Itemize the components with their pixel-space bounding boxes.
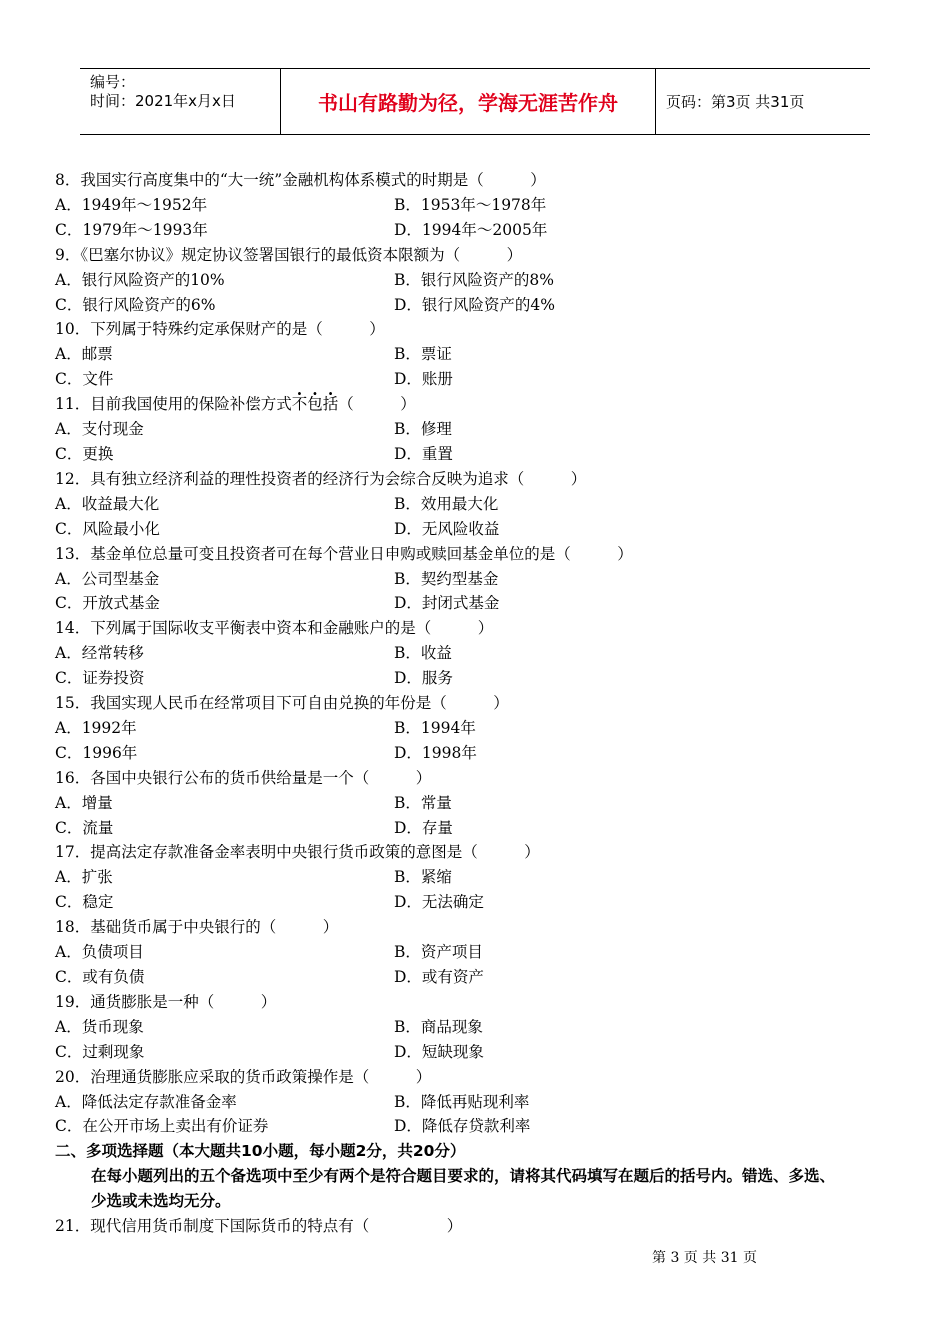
options-row [55, 940, 905, 965]
emphasis-char: 括 [322, 395, 339, 414]
options-row [55, 193, 905, 218]
option-b: B．降低再贴现利率 [394, 1092, 530, 1111]
option-b: B．常量 [394, 793, 452, 812]
option-c: C．更换 [55, 444, 114, 463]
section-title: 二、多项选择题（本大题共10小题，每小题2分，共20分） [55, 1142, 466, 1161]
option-d: D．存量 [394, 818, 453, 837]
option-a: A．支付现金 [55, 420, 144, 439]
option-a: A．扩张 [55, 868, 113, 887]
stem-bracket: （ ） [338, 395, 416, 414]
options-row [55, 666, 905, 691]
option-b: B．效用最大化 [394, 494, 499, 513]
option-c: C．在公开市场上卖出有价证券 [55, 1117, 269, 1136]
question-list [55, 168, 905, 1239]
option-c: C．或有负债 [55, 968, 145, 986]
option-c: C．证券投资 [55, 669, 145, 688]
section-instructions-line1: 在每小题列出的五个备选项中至少有两个是符合题目要求的，请将其代码填写在题后的括号内。错选、多选、 [91, 1167, 836, 1186]
options-row [55, 218, 905, 243]
option-c: C．过剩现象 [55, 1042, 145, 1061]
motto: 书山有路勤为径，学海无涯苦作舟 [281, 69, 656, 134]
options-row [55, 865, 905, 890]
question-stem: 21．现代信用货币制度下国际货币的特点有（ ） [55, 1217, 463, 1236]
option-c: C．1996年 [55, 743, 138, 762]
options-row [55, 567, 905, 592]
option-c: C．风险最小化 [55, 519, 160, 538]
options-row [55, 293, 905, 318]
option-d: D．1994年～2005年 [394, 220, 548, 239]
options-row [55, 1040, 905, 1065]
question-stem: 12．具有独立经济利益的理性投资者的经济行为会综合反映为追求（ ） [55, 469, 587, 488]
header-meta [80, 69, 281, 134]
option-d: D．无法确定 [394, 893, 484, 912]
option-a: A．降低法定存款准备金率 [55, 1092, 237, 1111]
option-b: B．资产项目 [394, 943, 483, 962]
question-stem: 17．提高法定存款准备金率表明中央银行货币政策的意图是（ ） [55, 843, 540, 862]
question-stem: 20．治理通货膨胀应采取的货币政策操作是（ ） [55, 1067, 432, 1086]
options-row [55, 268, 905, 293]
option-a: A．负债项目 [55, 943, 144, 962]
options-row [55, 1090, 905, 1115]
option-d: D．1998年 [394, 743, 477, 762]
option-a: A．1949年～1952年 [55, 195, 208, 214]
option-c: C．流量 [55, 818, 114, 837]
question-stem: 19．通货膨胀是一种（ ） [55, 992, 277, 1011]
options-row [55, 641, 905, 666]
option-b: B．修理 [394, 420, 452, 439]
option-a: A．经常转移 [55, 644, 144, 663]
option-a: A．收益最大化 [55, 494, 160, 513]
option-d: D．封闭式基金 [394, 594, 500, 613]
option-d: D．短缺现象 [394, 1042, 484, 1061]
section-instructions-line2: 少选或未选均无分。 [91, 1192, 231, 1211]
option-d: D．银行风险资产的4% [394, 295, 556, 314]
option-d: D．账册 [394, 370, 453, 389]
options-row [55, 965, 905, 990]
emphasis-char: 包 [307, 395, 323, 414]
options-row [55, 791, 905, 816]
stem-text: 11．目前我国使用的保险补偿方式 [55, 395, 292, 414]
question-stem [55, 392, 905, 417]
options-row [55, 816, 905, 841]
option-b: B．收益 [394, 644, 452, 663]
options-row [55, 890, 905, 915]
option-a: A．邮票 [55, 345, 113, 364]
option-b: B．票证 [394, 345, 452, 364]
option-b: B．契约型基金 [394, 569, 499, 588]
question-stem: 9．《巴塞尔协议》规定协议签署国银行的最低资本限额为（ ） [55, 245, 523, 264]
question-stem: 18．基础货币属于中央银行的（ ） [55, 918, 339, 937]
page-header [80, 68, 870, 135]
number-label: 编号： [90, 73, 136, 91]
options-row [55, 492, 905, 517]
option-b: B．1994年 [394, 718, 476, 737]
option-b: B．紧缩 [394, 868, 452, 887]
option-a: A．1992年 [55, 718, 137, 737]
options-row [55, 367, 905, 392]
emphasis-char: 不 [291, 395, 308, 414]
date-label: 时间：2021年x月x日 [90, 92, 236, 110]
question-stem: 15．我国实现人民币在经常项目下可自由兑换的年份是（ ） [55, 694, 509, 713]
option-c: C．1979年～1993年 [55, 220, 208, 239]
question-stem: 16．各国中央银行公布的货币供给量是一个（ ） [55, 768, 432, 787]
option-c: C．银行风险资产的6% [55, 295, 216, 314]
option-a: A．公司型基金 [55, 569, 160, 588]
option-d: D．降低存贷款利率 [394, 1117, 531, 1136]
question-stem: 13．基金单位总量可变且投资者可在每个营业日申购或赎回基金单位的是（ ） [55, 544, 633, 563]
question-stem: 10．下列属于特殊约定承保财产的是（ ） [55, 320, 385, 339]
option-c: C．稳定 [55, 893, 114, 912]
options-row [55, 741, 905, 766]
options-row [55, 517, 905, 542]
options-row [55, 1114, 905, 1139]
options-row [55, 417, 905, 442]
option-c: C．开放式基金 [55, 594, 160, 613]
options-row [55, 342, 905, 367]
option-d: D．无风险收益 [394, 519, 500, 538]
option-d: D．服务 [394, 669, 453, 688]
question-stem: 8．我国实行高度集中的“大一统”金融机构体系模式的时期是（ ） [55, 171, 546, 189]
option-c: C．文件 [55, 370, 114, 389]
option-b: B．商品现象 [394, 1017, 483, 1036]
options-row [55, 591, 905, 616]
options-row [55, 442, 905, 467]
option-d: D．重置 [394, 444, 453, 463]
option-a: A．银行风险资产的10% [55, 270, 225, 289]
option-b: B．银行风险资产的8% [394, 270, 554, 289]
page-footer: 第 3 页 共 31 页 [652, 1250, 757, 1266]
option-b: B．1953年～1978年 [394, 195, 547, 214]
option-a: A．增量 [55, 793, 113, 812]
option-a: A．货币现象 [55, 1017, 144, 1036]
question-stem: 14．下列属于国际收支平衡表中资本和金融账户的是（ ） [55, 619, 494, 638]
page-label: 页码：第3页 共31页 [666, 93, 805, 111]
options-row [55, 716, 905, 741]
options-row [55, 1015, 905, 1040]
option-d: D．或有资产 [394, 968, 484, 986]
